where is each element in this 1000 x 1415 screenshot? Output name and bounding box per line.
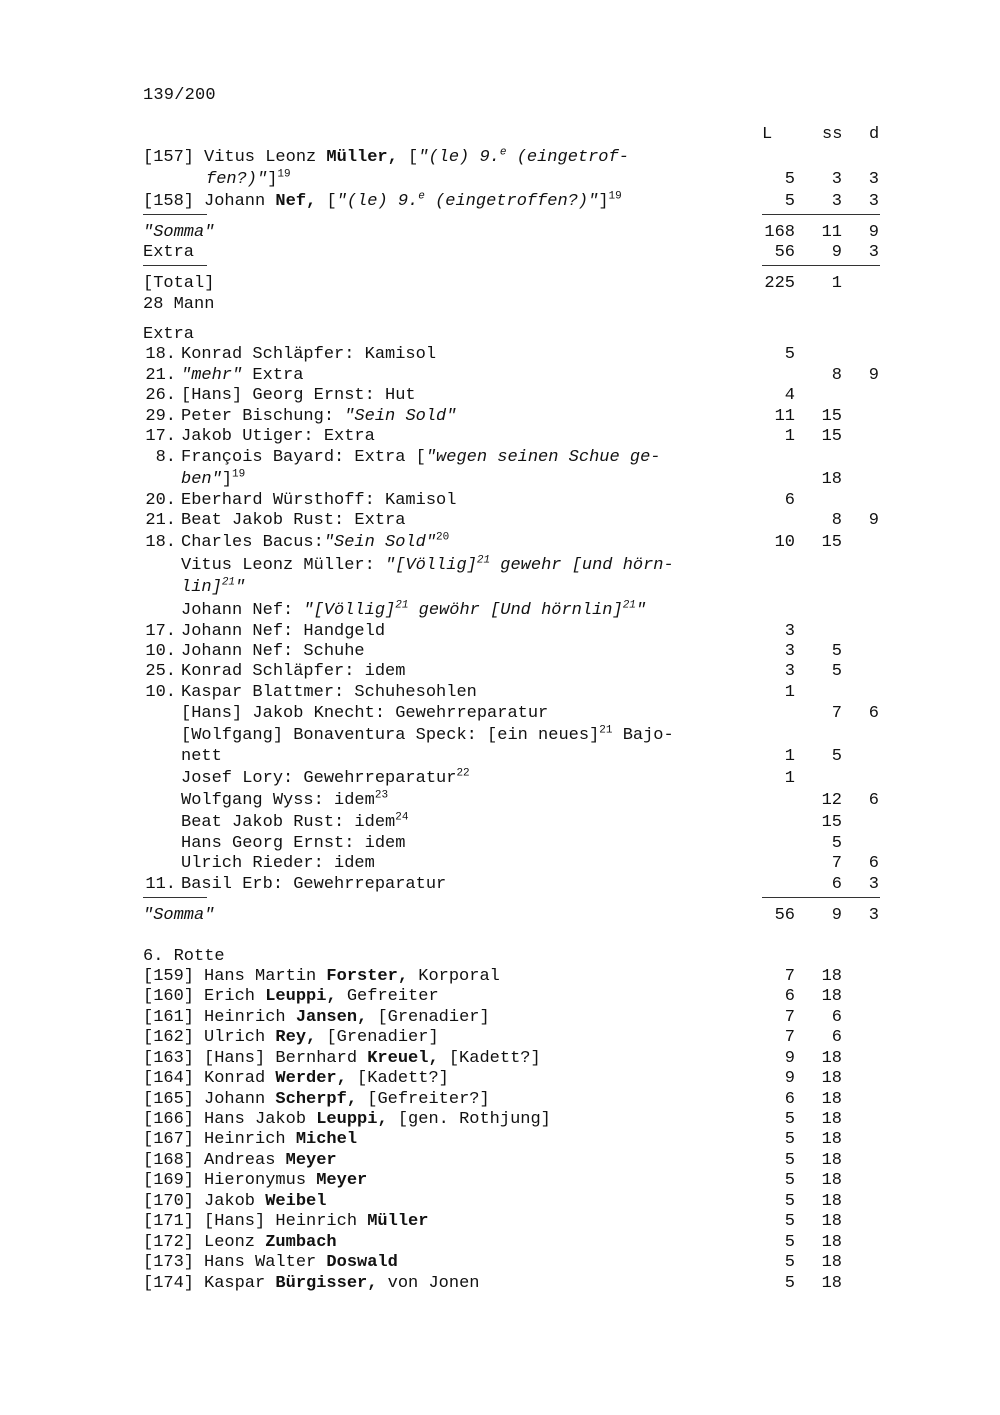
item-text: [Wolfgang] Bonaventura Speck: [ein neues]$^{21}$ Bajo- [181, 724, 674, 745]
item-number: 17. [145, 622, 176, 641]
rule-left [143, 897, 207, 898]
item-text: [Hans] Georg Ernst: Hut [181, 386, 416, 405]
value-ss: 5 [831, 662, 842, 681]
rule-right [762, 265, 880, 266]
extra-item [0, 345, 1000, 365]
table-row: [174] Kaspar Bürgisser, von Jonen 5 18 [143, 1274, 842, 1293]
extra-item [0, 769, 1000, 789]
extra-item [0, 834, 1000, 854]
extra-item [0, 491, 1000, 511]
item-text: Konrad Schläpfer: idem [181, 662, 406, 681]
somma-label: "Somma" [143, 223, 215, 242]
item-number: 21. [145, 366, 176, 385]
table-row: [161] Heinrich Jansen, [Grenadier] 7 6 [143, 1008, 842, 1027]
item-number: 10. [145, 642, 176, 661]
value-d: 6 [868, 704, 879, 723]
value-ss: 5 [831, 642, 842, 661]
value-ss: 7 [831, 854, 842, 873]
item-number: 25. [145, 662, 176, 681]
somma-row [0, 906, 1000, 926]
column-header-d: d [869, 125, 880, 144]
value-d: 3 [868, 243, 879, 262]
table-row: [169] Hieronymus Meyer 5 18 [143, 1171, 842, 1190]
value-ss: 6 [831, 875, 842, 894]
extra-heading: Extra [143, 325, 195, 344]
extra-item [0, 407, 1000, 427]
item-text: Hans Georg Ernst: idem [181, 834, 406, 853]
table-row: [170] Jakob Weibel 5 18 [143, 1192, 842, 1211]
extra-item [0, 683, 1000, 703]
entry-157-cont [0, 170, 1000, 190]
item-text: Beat Jakob Rust: idem$^{24}$ [181, 811, 409, 832]
value-ss: 15 [821, 407, 842, 426]
value-ss: 18 [821, 470, 842, 489]
page-number: 139/200 [143, 86, 216, 105]
extra-item [0, 813, 1000, 833]
item-text: "mehr" Extra [181, 366, 304, 385]
table-row: [173] Hans Walter Doswald 5 18 [143, 1253, 842, 1272]
item-number: 20. [145, 491, 176, 510]
value-ss: 15 [821, 533, 842, 552]
item-text-cont: lin]$^{21}$" [181, 576, 246, 597]
item-text: Wolfgang Wyss: idem$^{23}$ [181, 789, 389, 810]
extra-item [0, 726, 1000, 746]
value-l: 3 [784, 662, 795, 681]
item-text: Johann Nef: "[Völlig]$^{21}$ gewöhr [Und hörnlin]$^{21}$" [181, 599, 647, 620]
extra-item [0, 875, 1000, 895]
entry-158 [0, 192, 1000, 212]
extra-item [0, 662, 1000, 682]
item-text: Johann Nef: Schuhe [181, 642, 365, 661]
item-text: Charles Bacus:"Sein Sold"$^{20}$ [181, 531, 450, 552]
value-ss: 3 [831, 170, 842, 189]
total-row [0, 274, 1000, 294]
column-header-l: L [762, 125, 773, 144]
extra-item [0, 642, 1000, 662]
table-row: [163] [Hans] Bernhard Kreuel, [Kadett?] 9 18 [143, 1049, 842, 1068]
table-row: [171] [Hans] Heinrich Müller 5 18 [143, 1212, 842, 1231]
value-ss: 8 [831, 511, 842, 530]
value-d: 6 [868, 854, 879, 873]
item-text: Basil Erb: Gewehrreparatur [181, 875, 447, 894]
table-row: [160] Erich Leuppi, Gefreiter 6 18 [143, 987, 842, 1006]
value-ss: 5 [831, 747, 842, 766]
value-l: 1 [784, 769, 795, 788]
extra-item [0, 622, 1000, 642]
value-l: 168 [764, 223, 795, 242]
value-l: 3 [784, 642, 795, 661]
table-row: [166] Hans Jakob Leuppi, [gen. Rothjung] 5 18 [143, 1110, 842, 1129]
value-ss: 15 [821, 813, 842, 832]
value-d: 3 [868, 192, 879, 211]
value-l: 10 [774, 533, 795, 552]
entry-text: Johann Nef, ["(le) 9.$^e$ (eingetroffen?)"]$^{19}$ [204, 190, 622, 211]
value-l: 5 [784, 170, 795, 189]
extra-item-cont [0, 747, 1000, 767]
item-text: Konrad Schläpfer: Kamisol [181, 345, 437, 364]
entry-157 [0, 148, 1000, 168]
entry-ref: [158] [143, 192, 195, 211]
extra-heading-row [0, 325, 1000, 345]
value-l: 4 [784, 386, 795, 405]
item-text: Peter Bischung: "Sein Sold" [181, 407, 457, 426]
somma-label: "Somma" [143, 906, 215, 925]
table-row: [167] Heinrich Michel 5 18 [143, 1130, 842, 1149]
extra-item [0, 511, 1000, 531]
rotte-heading: 6. Rotte [143, 947, 225, 966]
value-l: 6 [784, 491, 795, 510]
rule-left [143, 214, 207, 215]
rule-right [762, 214, 880, 215]
item-text: Vitus Leonz Müller: "[Völlig]$^{21}$ gewehr [und hörn- [181, 554, 674, 575]
item-text-cont: ben"]$^{19}$ [181, 468, 246, 489]
value-l: 1 [784, 747, 795, 766]
item-number: 26. [145, 386, 176, 405]
value-d: 3 [868, 906, 879, 925]
value-d: 3 [868, 875, 879, 894]
value-l: 11 [774, 407, 795, 426]
item-text-cont: nett [181, 747, 222, 766]
rule-left [143, 265, 207, 266]
extra-item [0, 791, 1000, 811]
value-ss: 8 [831, 366, 842, 385]
value-d: 3 [868, 170, 879, 189]
value-ss: 9 [831, 906, 842, 925]
value-ss: 1 [831, 274, 842, 293]
extra-item [0, 366, 1000, 386]
item-text: François Bayard: Extra ["wegen seinen Schue ge- [181, 448, 661, 467]
value-ss: 15 [821, 427, 842, 446]
table-row: [172] Leonz Zumbach 5 18 [143, 1233, 842, 1252]
value-d: 9 [868, 366, 879, 385]
item-text: Jakob Utiger: Extra [181, 427, 375, 446]
entry-ref: [157] [143, 148, 195, 167]
table-row: [168] Andreas Meyer 5 18 [143, 1151, 842, 1170]
extra-item [0, 427, 1000, 447]
value-l: 56 [774, 906, 795, 925]
value-l: 5 [784, 345, 795, 364]
value-d: 6 [868, 791, 879, 810]
rotte-heading-row [0, 947, 1000, 967]
value-d: 9 [868, 511, 879, 530]
value-ss: 12 [821, 791, 842, 810]
column-header-ss: ss [822, 125, 843, 144]
value-ss: 7 [831, 704, 842, 723]
extra-item [0, 448, 1000, 468]
total-label: [Total] [143, 274, 215, 293]
rule-right [762, 897, 880, 898]
extra-item [0, 533, 1000, 553]
extra-label: Extra [143, 243, 195, 262]
item-text: Beat Jakob Rust: Extra [181, 511, 406, 530]
item-number: 18. [145, 533, 176, 552]
extra-item [0, 601, 1000, 621]
extra-item [0, 386, 1000, 406]
item-number: 10. [145, 683, 176, 702]
extra-item [0, 704, 1000, 724]
item-number: 29. [145, 407, 176, 426]
table-row: [165] Johann Scherpf, [Gefreiter?] 6 18 [143, 1090, 842, 1109]
mann-label: 28 Mann [143, 295, 215, 314]
value-l: 1 [784, 683, 795, 702]
value-ss: 9 [831, 243, 842, 262]
extra-item-cont [0, 578, 1000, 598]
value-ss: 3 [831, 192, 842, 211]
item-number: 21. [145, 511, 176, 530]
table-row: [162] Ulrich Rey, [Grenadier] 7 6 [143, 1028, 842, 1047]
table-row: [164] Konrad Werder, [Kadett?] 9 18 [143, 1069, 842, 1088]
item-text: Josef Lory: Gewehrreparatur$^{22}$ [181, 767, 470, 788]
somma-row [0, 223, 1000, 243]
item-text: Kaspar Blattmer: Schuhesohlen [181, 683, 477, 702]
item-text: [Hans] Jakob Knecht: Gewehrreparatur [181, 704, 549, 723]
item-number: 8. [155, 448, 176, 467]
value-l: 5 [784, 192, 795, 211]
item-text: Ulrich Rieder: idem [181, 854, 375, 873]
item-number: 17. [145, 427, 176, 446]
value-l: 3 [784, 622, 795, 641]
extra-row [0, 243, 1000, 263]
entry-text: Vitus Leonz Müller, ["(le) 9.$^e$ (eingetrof- [204, 146, 629, 167]
value-l: 1 [784, 427, 795, 446]
value-ss: 11 [821, 223, 842, 242]
item-number: 11. [145, 875, 176, 894]
value-l: 56 [774, 243, 795, 262]
item-text: Eberhard Würsthoff: Kamisol [181, 491, 457, 510]
value-l: 225 [764, 274, 795, 293]
item-number: 18. [145, 345, 176, 364]
value-d: 9 [868, 223, 879, 242]
entry-text-cont: fen?)"]$^{19}$ [206, 168, 291, 189]
table-row: [159] Hans Martin Forster, Korporal 7 18 [143, 967, 842, 986]
mann-row [0, 295, 1000, 315]
extra-item [0, 854, 1000, 874]
value-ss: 5 [831, 834, 842, 853]
extra-item [0, 556, 1000, 576]
extra-item-cont [0, 470, 1000, 490]
item-text: Johann Nef: Handgeld [181, 622, 386, 641]
